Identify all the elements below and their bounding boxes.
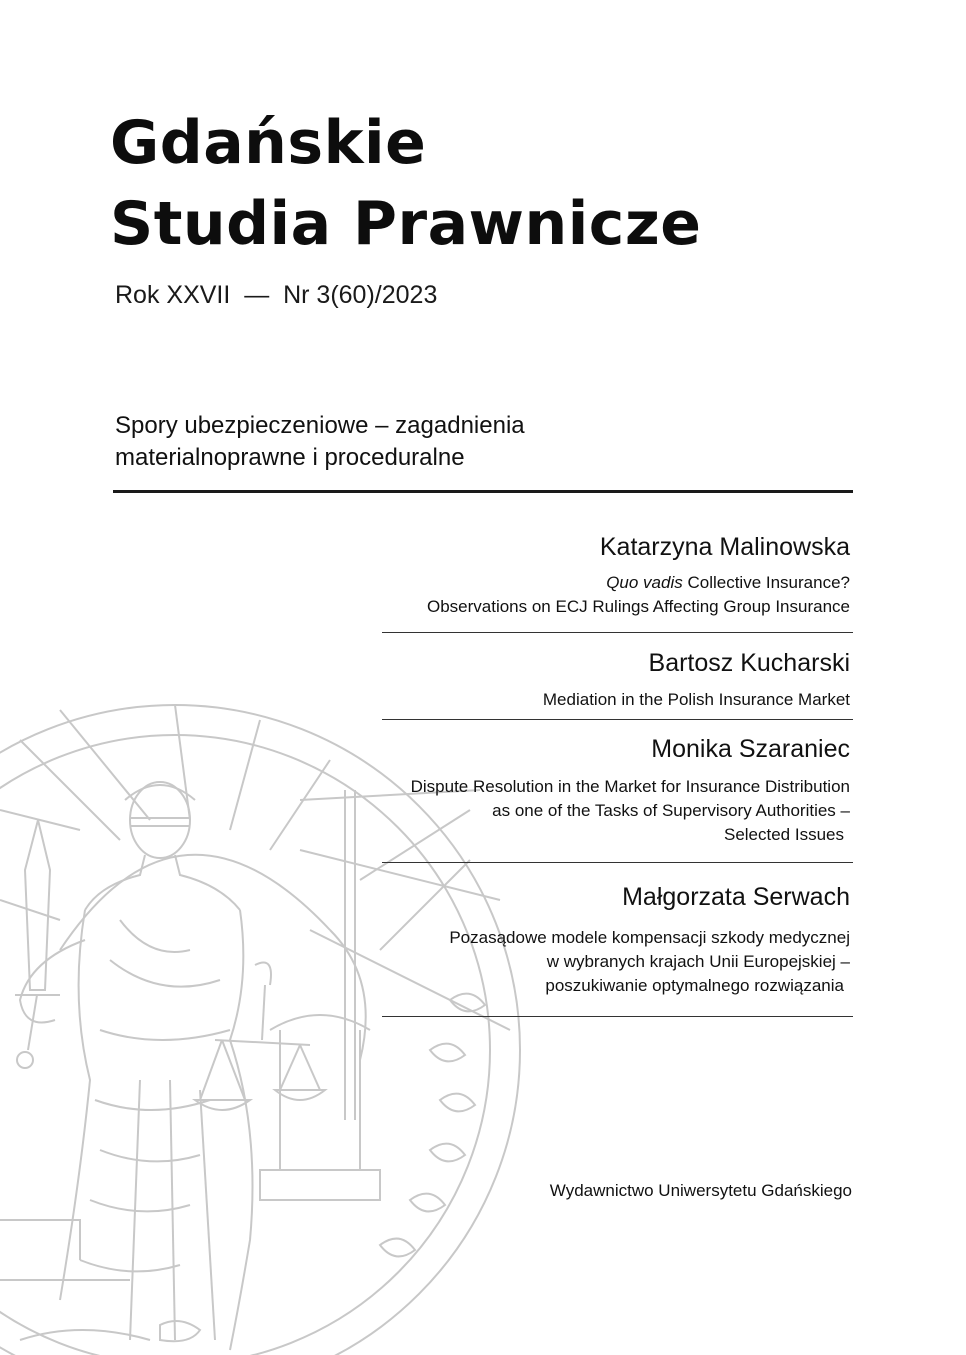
article-title-line: Pozasądowe modele kompensacji szkody medycznej [449,928,850,947]
issue-number: Rok XXVII — Nr 3(60)/2023 [115,281,438,309]
article-author: Katarzyna Malinowska [599,533,850,561]
article-divider [382,862,853,863]
article-title [330,688,850,712]
article-title-line: Observations on ECJ Rulings Affecting Group Insurance [426,597,850,616]
journal-title-line2: Studia Prawnicze [110,189,702,259]
topic-line2: materialnoprawne i proceduralne [115,444,465,471]
journal-title-line1: Gdańskie [110,108,427,178]
topic-divider [113,490,853,493]
article-title-rest: Collective Insurance? [682,573,850,592]
article-title-line: Selected Issues [723,825,844,844]
article-title-line: Mediation in the Polish Insurance Market [542,690,850,709]
article-author: Bartosz Kucharski [648,649,850,677]
article-title-line: w wybranych krajach Unii Europejskiej – [546,952,850,971]
article-author: Monika Szaraniec [651,735,850,763]
article-title-line: poszukiwanie optymalnego rozwiązania [545,976,844,995]
article-title [330,571,850,619]
article-title-line: as one of the Tasks of Supervisory Authorities – [492,801,850,820]
article-author: Małgorzata Serwach [622,883,850,911]
publisher: Wydawnictwo Uniwersytetu Gdańskiego [549,1181,852,1200]
article-title-italic: Quo vadis [606,573,683,592]
issue-topic [115,410,815,474]
topic-line1: Spory ubezpieczeniowe – zagadnienia [115,412,525,439]
article-title-line: Dispute Resolution in the Market for Insurance Distribution [410,777,850,796]
article-divider [382,719,853,720]
article-title [330,775,850,847]
article-title [330,926,850,998]
article-divider [382,1016,853,1017]
article-divider [382,632,853,633]
